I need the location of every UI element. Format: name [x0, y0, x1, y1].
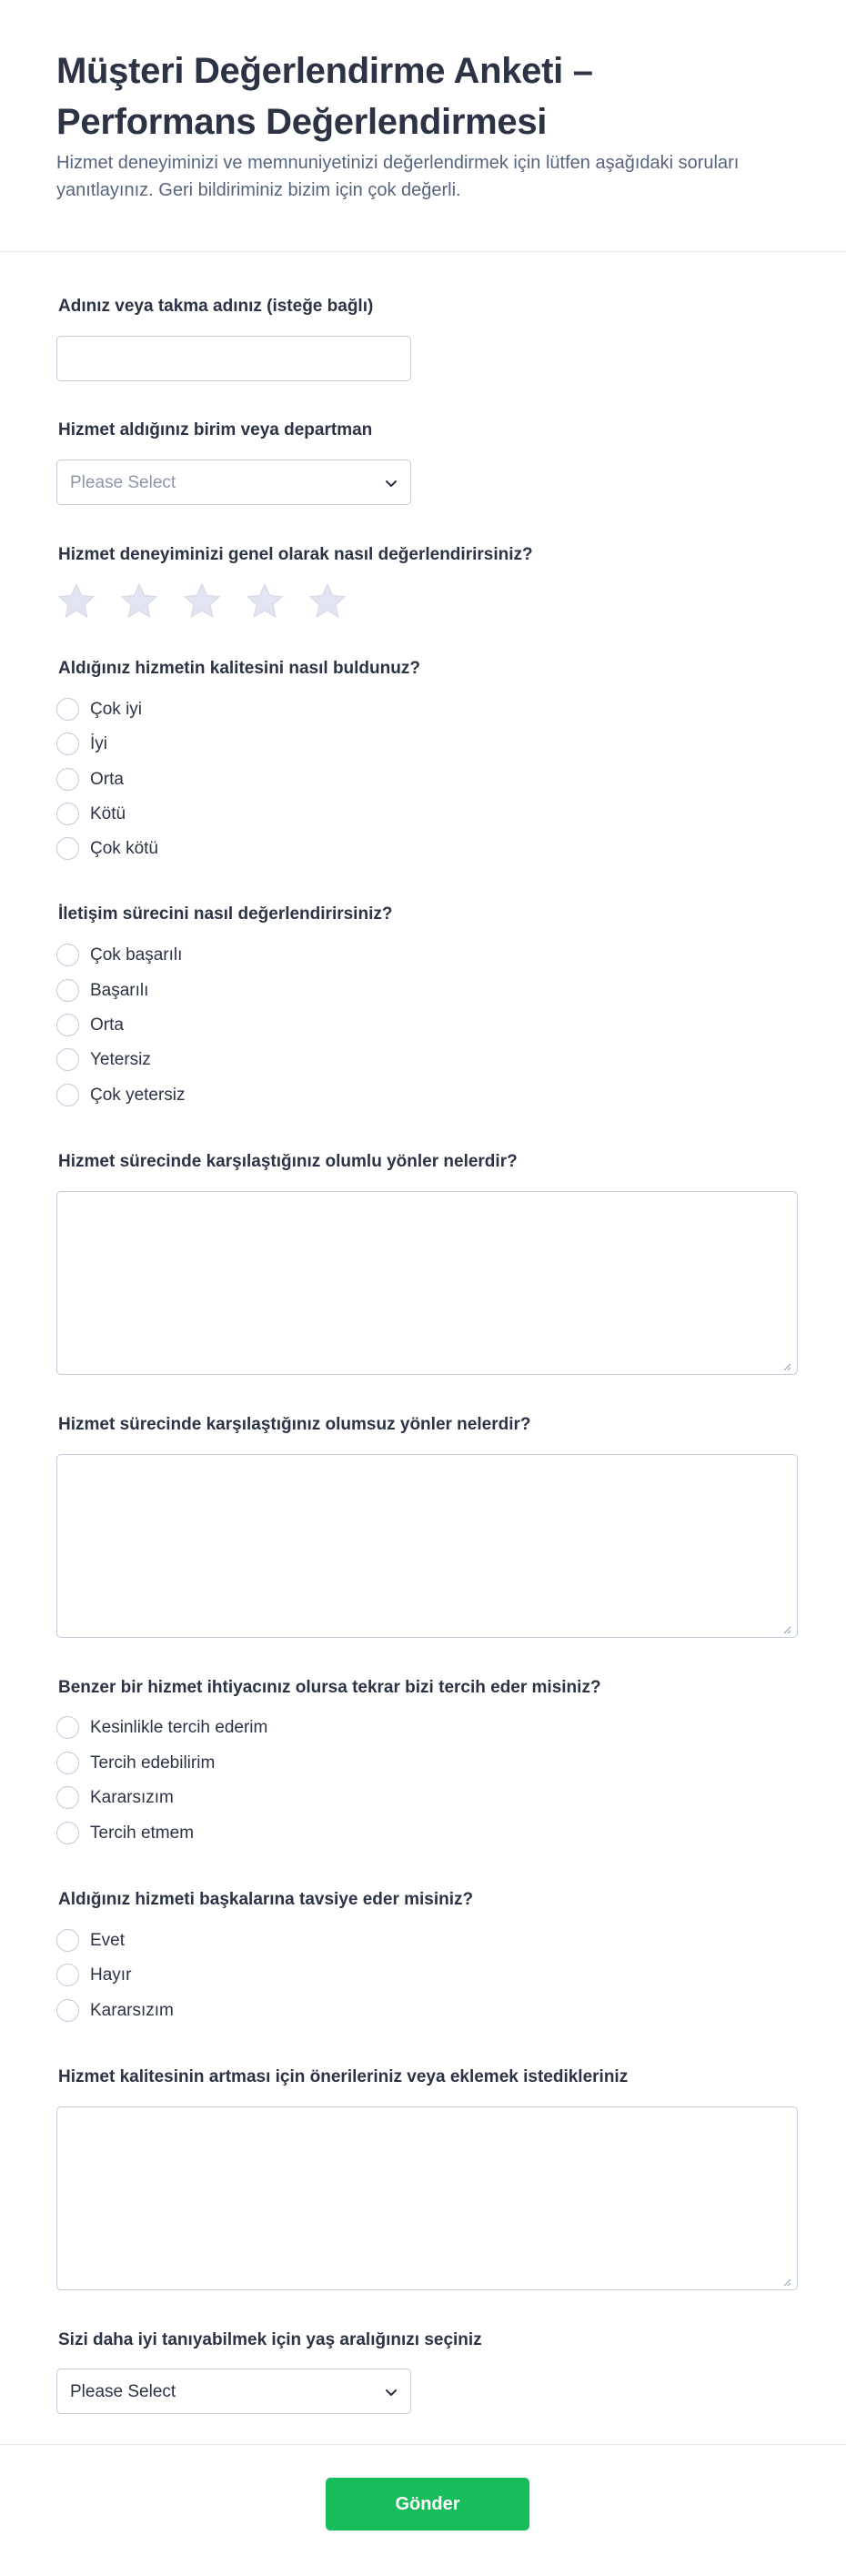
suggestions-label: Hizmet kalitesinin artması için önerileriniz veya eklemek istedikleriniz: [58, 2067, 629, 2086]
radio-button[interactable]: [56, 1786, 79, 1809]
communication-option-label: Çok yetersiz: [90, 1086, 186, 1105]
age-select[interactable]: [56, 2369, 411, 2414]
radio-button[interactable]: [56, 1084, 79, 1106]
communication-option[interactable]: [56, 1011, 511, 1038]
star-icon[interactable]: [182, 581, 222, 621]
return-option[interactable]: [56, 1713, 511, 1741]
quality-option[interactable]: [56, 834, 511, 862]
department-label: Hizmet aldığınız birim veya departman: [58, 420, 373, 439]
quality-label: Aldığınız hizmetin kalitesini nasıl buldunuz?: [58, 659, 420, 678]
form-footer: [0, 2444, 846, 2576]
overall-label: Hizmet deneyiminizi genel olarak nasıl değerlendirirsiniz?: [58, 545, 533, 564]
negatives-label: Hizmet sürecinde karşılaştığınız olumsuz yönler nelerdir?: [58, 1415, 531, 1434]
submit-button[interactable]: Gönder: [326, 2478, 529, 2531]
quality-option-label: Çok kötü: [90, 839, 158, 858]
return-option-label: Kesinlikle tercih ederim: [90, 1718, 268, 1737]
radio-button[interactable]: [56, 698, 79, 721]
recommend-option[interactable]: [56, 1996, 511, 2024]
resize-grip-icon[interactable]: [782, 1362, 791, 1371]
communication-option-label: Başarılı: [90, 981, 149, 1000]
radio-button[interactable]: [56, 1999, 79, 2022]
radio-button[interactable]: [56, 1929, 79, 1952]
return-option-label: Kararsızım: [90, 1788, 174, 1807]
radio-button[interactable]: [56, 1048, 79, 1071]
recommend-label: Aldığınız hizmeti başkalarına tavsiye eder misiniz?: [58, 1890, 474, 1909]
radio-button[interactable]: [56, 803, 79, 825]
recommend-option[interactable]: [56, 1961, 511, 1988]
department-select-value: Please Select: [70, 473, 176, 492]
positives-textarea[interactable]: [56, 1191, 798, 1375]
quality-option-label: Kötü: [90, 804, 126, 823]
communication-option-label: Orta: [90, 1015, 124, 1035]
communication-option-label: Çok başarılı: [90, 945, 183, 965]
age-select-value: Please Select: [70, 2382, 176, 2401]
star-icon[interactable]: [245, 581, 285, 621]
quality-option[interactable]: [56, 695, 511, 722]
radio-button[interactable]: [56, 768, 79, 791]
return-label: Benzer bir hizmet ihtiyacınız olursa tekrar bizi tercih eder misiniz?: [58, 1678, 601, 1697]
communication-option[interactable]: [56, 976, 511, 1004]
page-subtitle: Hizmet deneyiminizi ve memnuniyetinizi değerlendirmek için lütfen aşağıdaki soruları yanıtlayınız. Geri bildiriminiz bizim için çok değerli.: [56, 153, 740, 200]
recommend-option-label: Kararsızım: [90, 2001, 174, 2020]
survey-form: [0, 252, 846, 2441]
quality-option-label: İyi: [90, 734, 107, 753]
communication-option[interactable]: [56, 1046, 511, 1073]
communication-option[interactable]: [56, 941, 511, 968]
suggestions-textarea[interactable]: [56, 2106, 798, 2290]
star-icon[interactable]: [56, 581, 96, 621]
return-option[interactable]: [56, 1819, 511, 1846]
return-option-label: Tercih etmem: [90, 1823, 195, 1843]
recommend-option-label: Evet: [90, 1931, 126, 1950]
communication-label: İletişim sürecini nasıl değerlendirirsiniz?: [58, 904, 393, 924]
recommend-option-label: Hayır: [90, 1965, 132, 1985]
radio-button[interactable]: [56, 944, 79, 966]
radio-button[interactable]: [56, 1014, 79, 1036]
quality-option[interactable]: [56, 800, 511, 827]
quality-option[interactable]: [56, 765, 511, 793]
department-select[interactable]: [56, 460, 411, 505]
quality-option-label: Çok iyi: [90, 700, 143, 719]
name-label: Adınız veya takma adınız (isteğe bağlı): [58, 297, 374, 316]
radio-button[interactable]: [56, 732, 79, 755]
radio-button[interactable]: [56, 1716, 79, 1739]
return-option[interactable]: [56, 1749, 511, 1776]
positives-label: Hizmet sürecinde karşılaştığınız olumlu yönler nelerdir?: [58, 1152, 518, 1171]
return-option-label: Tercih edebilirim: [90, 1753, 216, 1773]
page-title: Müşteri Değerlendirme Anketi – Performans Değerlendirmesi: [56, 51, 593, 142]
star-icon[interactable]: [307, 581, 347, 621]
name-input[interactable]: [56, 336, 411, 381]
form-header: [0, 0, 846, 252]
communication-option-label: Yetersiz: [90, 1050, 151, 1069]
recommend-option[interactable]: [56, 1926, 511, 1954]
star-icon[interactable]: [119, 581, 159, 621]
resize-grip-icon[interactable]: [782, 1625, 791, 1634]
age-label: Sizi daha iyi tanıyabilmek için yaş aralığınızı seçiniz: [58, 2330, 482, 2349]
chevron-down-icon: [383, 2384, 399, 2400]
radio-button[interactable]: [56, 1752, 79, 1774]
return-option[interactable]: [56, 1783, 511, 1811]
resize-grip-icon[interactable]: [782, 2278, 791, 2287]
radio-button[interactable]: [56, 837, 79, 860]
radio-button[interactable]: [56, 1964, 79, 1986]
chevron-down-icon: [383, 475, 399, 491]
quality-option[interactable]: [56, 730, 511, 757]
radio-button[interactable]: [56, 979, 79, 1002]
communication-option[interactable]: [56, 1081, 511, 1108]
radio-button[interactable]: [56, 1822, 79, 1844]
quality-option-label: Orta: [90, 770, 124, 789]
negatives-textarea[interactable]: [56, 1454, 798, 1638]
